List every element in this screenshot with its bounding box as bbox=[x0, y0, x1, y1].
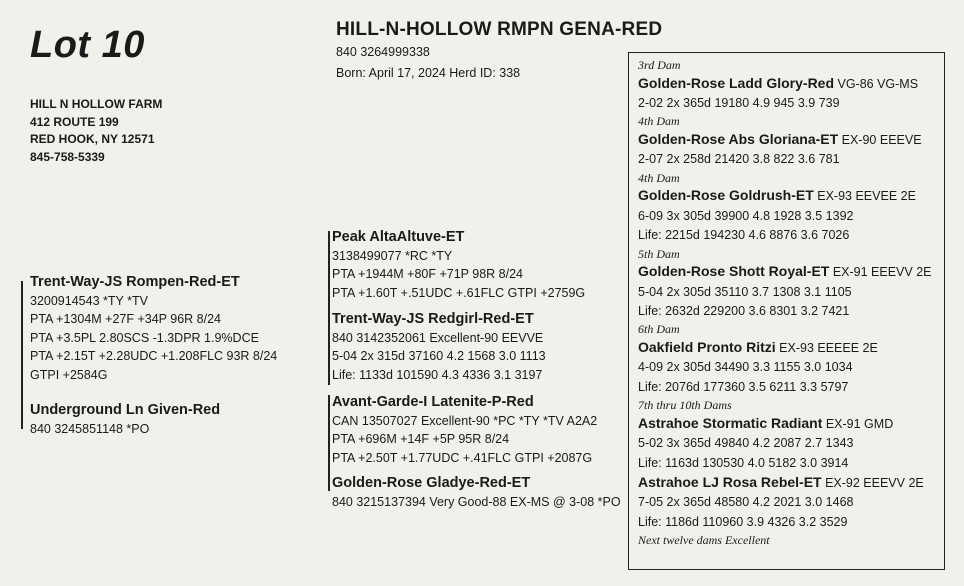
sire-dam-line: 5-04 2x 315d 37160 4.2 1568 3.0 1113 bbox=[332, 349, 546, 363]
dam-dam-line: 840 3215137394 Very Good-88 EX-MS @ 3-08 *PO bbox=[332, 494, 621, 509]
sire-line: PTA +2.15T +2.28UDC +1.208FLC 93R 8/24 bbox=[30, 349, 278, 363]
dam-line: 840 3245851148 *PO bbox=[30, 421, 150, 436]
dam-family-box bbox=[628, 52, 945, 570]
dam-family-footnote: Next twelve dams Excellent bbox=[638, 533, 770, 548]
dam-name: Underground Ln Given-Red bbox=[30, 402, 221, 418]
dam-record: 2-07 2x 258d 21420 3.8 822 3.6 781 bbox=[638, 152, 840, 167]
dam-entry-name: Golden-Rose Shott Royal-ET EX-91 EEEVV 2E bbox=[638, 263, 932, 280]
sire-parents-bracket bbox=[328, 231, 330, 385]
dam-record: 5-04 2x 305d 35110 3.7 1308 3.1 1105 bbox=[638, 284, 852, 299]
sire-sire-line: PTA +1944M +80F +71P 98R 8/24 bbox=[332, 267, 523, 281]
consignor-address: 412 ROUTE 199 bbox=[30, 114, 119, 129]
animal-reg: 840 3264999338 bbox=[336, 45, 430, 59]
dam-record: 5-02 3x 365d 49840 4.2 2087 2.7 1343 bbox=[638, 436, 854, 451]
sire-line: PTA +1304M +27F +34P 96R 8/24 bbox=[30, 312, 221, 326]
dam-record: Life: 2076d 177360 3.5 6211 3.3 5797 bbox=[638, 379, 849, 394]
sire-sire-line: 3138499077 *RC *TY bbox=[332, 248, 453, 263]
dam-entry-name: Astrahoe Stormatic Radiant EX-91 GMD bbox=[638, 414, 894, 431]
consignor-city: RED HOOK, NY 12571 bbox=[30, 132, 155, 146]
animal-name: HILL-N-HOLLOW RMPN GENA-RED bbox=[336, 19, 663, 40]
dam-sire-block bbox=[332, 393, 597, 467]
dam-record: 2-02 2x 365d 19180 4.9 945 3.9 739 bbox=[638, 96, 840, 110]
dam-label: 3rd Dam bbox=[638, 58, 681, 72]
sire-sire-line: PTA +1.60T +.51UDC +.61FLC GTPI +2759G bbox=[332, 285, 586, 300]
sire-sire-block bbox=[332, 228, 585, 302]
dam-label: 4th Dam bbox=[638, 170, 680, 185]
dam-parents-bracket bbox=[328, 395, 330, 491]
dam-record: Life: 1186d 110960 3.9 4326 3.2 3529 bbox=[638, 514, 848, 529]
dam-sire-line: PTA +696M +14F +5P 95R 8/24 bbox=[332, 432, 510, 446]
dam-entry-name: Golden-Rose Goldrush-ET EX-93 EEVEE 2E bbox=[638, 187, 916, 204]
dam-record: 4-09 2x 305d 34490 3.3 1155 3.0 1034 bbox=[638, 360, 853, 375]
dam-sire-line: PTA +2.50T +1.77UDC +.41FLC GTPI +2087G bbox=[332, 450, 593, 465]
dam-dam-name: Golden-Rose Gladye-Red-ET bbox=[332, 475, 531, 491]
consignor-phone: 845-758-5339 bbox=[30, 149, 105, 164]
dam-entry-name: Golden-Rose Abs Gloriana-ET EX-90 EEEVE bbox=[638, 131, 922, 147]
lot-number: Lot 10 bbox=[30, 24, 145, 66]
sire-dam-block bbox=[332, 310, 546, 384]
dam-dam-block bbox=[332, 474, 621, 511]
consignor-name: HILL N HOLLOW FARM bbox=[30, 97, 163, 111]
dam-record: Life: 2632d 229200 3.6 8301 3.2 7421 bbox=[638, 304, 850, 319]
dam-record: 6-09 3x 305d 39900 4.8 1928 3.5 1392 bbox=[638, 208, 854, 223]
sire-dam-name: Trent-Way-JS Redgirl-Red-ET bbox=[332, 311, 534, 327]
dam-entry-name: Astrahoe LJ Rosa Rebel-ET EX-92 EEEVV 2E bbox=[638, 474, 924, 491]
sire-sire-name: Peak AltaAltuve-ET bbox=[332, 229, 465, 245]
sire-dam-bracket bbox=[21, 281, 23, 429]
sire-dam-line: Life: 1133d 101590 4.3 4336 3.1 3197 bbox=[332, 367, 543, 382]
dam-sire-name: Avant-Garde-I Latenite-P-Red bbox=[332, 394, 534, 410]
dam-record: 7-05 2x 365d 48580 4.2 2021 3.0 1468 bbox=[638, 495, 854, 510]
sire-line: GTPI +2584G bbox=[30, 367, 108, 382]
consignor-info bbox=[30, 96, 162, 166]
dam-entry-name: Oakfield Pronto Ritzi EX-93 EEEEE 2E bbox=[638, 339, 878, 356]
sire-line: 3200914543 *TY *TV bbox=[30, 293, 148, 308]
dam-sire-line: CAN 13507027 Excellent-90 *PC *TY *TV A2A2 bbox=[332, 413, 598, 428]
dam-label: 4th Dam bbox=[638, 114, 680, 129]
animal-born: Born: April 17, 2024 Herd ID: 338 bbox=[336, 66, 521, 80]
dam-block bbox=[30, 401, 220, 438]
dam-record: Life: 2215d 194230 4.6 8876 3.6 7026 bbox=[638, 228, 850, 243]
sire-dam-line: 840 3142352061 Excellent-90 EEVVE bbox=[332, 330, 544, 345]
sire-line: PTA +3.5PL 2.80SCS -1.3DPR 1.9%DCE bbox=[30, 330, 259, 345]
sire-block bbox=[30, 273, 277, 384]
dam-record: Life: 1163d 130530 4.0 5182 3.0 3914 bbox=[638, 455, 849, 470]
dam-label: 7th thru 10th Dams bbox=[638, 398, 732, 413]
dam-label: 6th Dam bbox=[638, 322, 680, 337]
dam-entry-name: Golden-Rose Ladd Glory-Red VG-86 VG-MS bbox=[638, 74, 919, 91]
dam-label: 5th Dam bbox=[638, 246, 680, 261]
sire-name: Trent-Way-JS Rompen-Red-ET bbox=[30, 274, 240, 290]
